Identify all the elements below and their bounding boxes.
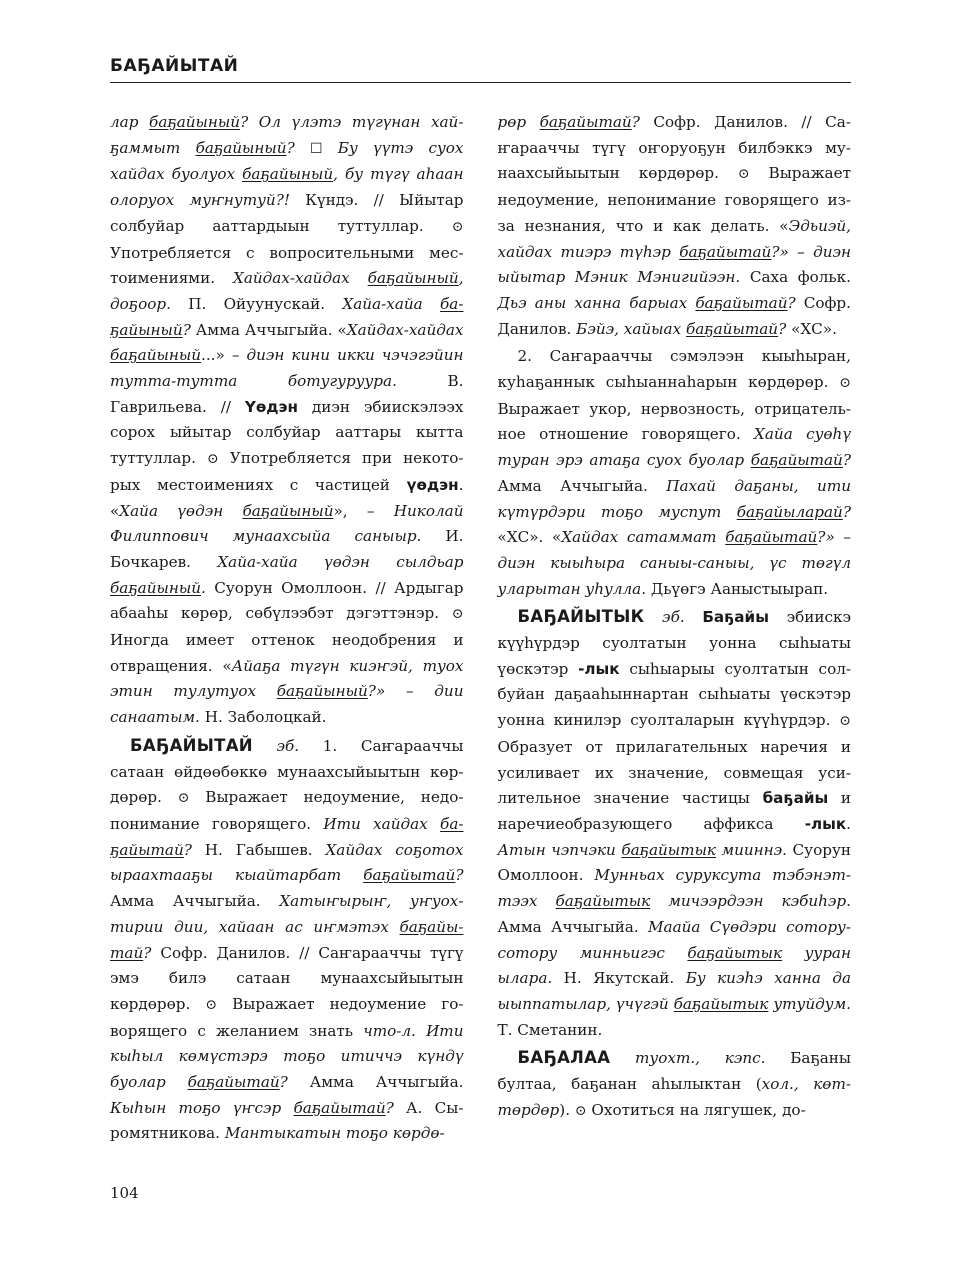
bold-term: -лык: [578, 659, 620, 678]
text-run: Употребляется с вопросительными местоимениями.: [110, 243, 464, 288]
text-run: ⊙: [205, 996, 218, 1013]
text-run: Күндэ. // Ыйытар солбуйар ааттардыын туттуллар.: [110, 191, 464, 235]
italic-text: Эдьиэй, хайдах тиэрэ түһэр: [497, 216, 851, 261]
italic-text: Хайа суөһү туран эрэ атаҕа суох буолар: [497, 425, 851, 470]
text-run: ...» –: [201, 346, 247, 365]
italic-text: ?: [842, 451, 851, 470]
italic-text: , бу түгү аһаан олоруох муҥнутуй?!: [110, 165, 464, 210]
italic-text: диэн кыыһыра саныы-саныы, үс төгүл уларытан уһулла.: [497, 553, 851, 598]
example-word: баҕайытай: [539, 113, 632, 131]
text-run: Амма Аччыгыйа.: [497, 476, 667, 495]
example-word: баҕайытай: [187, 1073, 280, 1092]
italic-text: Айаҕа түгүн киэҥэй, туох этин тулутуох: [110, 656, 464, 701]
text-run: Суорун Омоллоон. // Ардыгар абааһы көрөр, сөбүлээбэт дэгэттэнэр.: [110, 578, 464, 623]
entry-continuation: [110, 110, 464, 731]
text-run: диэн эбиискэлээх сорох ыйытар солбуйар ааттары кытта туттуллар.: [110, 397, 464, 468]
text-run: А. Сыромятникова.: [110, 1098, 464, 1143]
page-number: 104: [110, 1184, 139, 1202]
text-run: ⊙: [737, 166, 750, 183]
italic-text: туохт., кэпс.: [610, 1049, 791, 1068]
example-word: баҕайытай: [110, 917, 464, 962]
example-word: баҕайыный: [110, 578, 202, 597]
text-run: Т. Сметанин.: [497, 1020, 603, 1039]
text-run: Софр. Данилов. // Саҥарааччы түгү эмэ билэ сатаан мунаахсыйыытын көрдөрөр.: [110, 943, 464, 1013]
text-run: Образует от прилагательных наречия и усиливает их значение, совмещая усилительное значение частицы: [497, 737, 851, 808]
italic-text: Пахай даҕаны, ити күтүрдэри тоҕо муспут: [497, 476, 852, 521]
example-word: баҕайыный: [276, 682, 368, 701]
text-run: ⊙: [451, 606, 464, 623]
italic-text: ?: [143, 943, 161, 962]
italic-text: лар: [110, 113, 150, 131]
italic-text: Хайа үөдэн: [119, 501, 243, 520]
example-word: баҕайытык: [621, 840, 717, 859]
text-run: Н. Заболоцкай.: [204, 708, 327, 727]
text-run: Выражает недоумение, непонимание говорящего из-за незнания, что и как делать. «: [497, 164, 851, 235]
text-run: Баҕаны бултаа, баҕанан аһылыктан (: [497, 1049, 851, 1094]
example-word: баҕайыларай: [736, 502, 843, 521]
italic-text: ?: [279, 1073, 310, 1092]
text-run: П. Ойуунускай.: [188, 294, 343, 313]
bold-term: үөдэн: [406, 475, 459, 494]
example-word: баҕайытай: [750, 451, 843, 470]
entry-bagaiytyk: [498, 604, 852, 1043]
text-run: . «: [110, 475, 464, 520]
example-word: баҕайыный: [242, 165, 334, 184]
italic-text: эб.: [252, 736, 323, 755]
italic-text: Хатыҥырыҥ, уҥуохтирии дии, хайаан ас иҥмэтэх: [110, 892, 464, 936]
text-run: ⊙: [177, 790, 190, 807]
dictionary-columns: [110, 110, 851, 1170]
text-run: 2. Саҥарааччы сэмэлээн кыыһыран, куһаҕаннык сыһыаннаһарын көрдөрөр.: [497, 347, 851, 392]
text-run: .: [846, 814, 851, 833]
italic-text: Мунньах суруксута тэбэнэттээх: [497, 866, 851, 911]
text-run: Употребляется при некоторых местоимениях с частицей: [110, 449, 464, 494]
text-run: В. Гаврильева. //: [110, 372, 464, 416]
text-run: сыһыарыы суолтатын солбуйан даҕааһыннартан сыһыаты үөскэтэр уонна кинилэр суолталарын күүһүрдэр.: [497, 659, 851, 730]
italic-text: утуйдум.: [768, 994, 851, 1013]
italic-text: ?: [842, 502, 851, 521]
text-run: ⊙: [207, 451, 219, 468]
text-run: ☐: [309, 140, 323, 157]
italic-text: ?: [183, 840, 205, 859]
text-run: », –: [333, 501, 394, 520]
italic-text: ?: [778, 319, 792, 338]
example-word: баҕайыный: [110, 346, 202, 365]
entry-bagaiytai-cont: [498, 110, 852, 342]
text-run: Амма Аччыгыйа.: [309, 1073, 464, 1092]
italic-text: мииннэ.: [716, 840, 793, 859]
italic-text: рөр: [497, 113, 540, 131]
example-word: баҕайытай: [293, 1098, 386, 1117]
bold-term: баҕайы: [762, 789, 829, 808]
italic-text: Бу үүтэ суох хайдах буолуох: [110, 138, 464, 184]
text-run: Н. Габышев.: [204, 840, 326, 859]
text-run: Амма Аччыгыйа.: [110, 892, 280, 911]
italic-text: ?» –: [367, 682, 435, 701]
headword: БАҔАЙЫТЫК: [517, 607, 645, 627]
italic-text: диэн ыйытар Мэник Мэнигийээн.: [497, 242, 851, 287]
right-column: [498, 110, 852, 1170]
example-word: баҕайытык: [687, 943, 783, 962]
headword: БАҔАЛАА: [517, 1048, 611, 1068]
italic-text: Хайдах-хайдах: [233, 269, 368, 288]
example-word: баҕайытай: [363, 866, 456, 885]
text-run: Иногда имеет оттенок неодобрения и отвращения. «: [110, 631, 464, 675]
text-run: И. Бочкарев.: [110, 527, 464, 571]
text-run: Амма Аччыгыйа.: [497, 917, 648, 936]
italic-text: ууран ылара.: [497, 943, 851, 988]
text-run: ).: [559, 1100, 575, 1119]
entry-bagalaa: [498, 1045, 852, 1124]
text-run: «ХС».: [791, 319, 837, 338]
example-word: баҕайыный: [367, 269, 459, 288]
italic-text: ?: [455, 866, 464, 885]
italic-text: диэн кини икки чэчэгэйин тутта-тутта ботугуруура.: [110, 346, 464, 391]
italic-text: Хайдах сатаммат: [561, 528, 726, 547]
text-run: Дьүөгэ Ааныстыырап.: [650, 579, 829, 598]
italic-text: эб.: [644, 608, 703, 627]
example-word: баҕайыный: [242, 501, 334, 520]
italic-text: Кыһын тоҕо үҥсэр: [110, 1098, 294, 1117]
italic-text: Николай Филиппович мунаахсыйа саныыр.: [110, 501, 464, 546]
italic-text: ?: [286, 138, 310, 157]
text-run: Выражает недоумение, недопонимание говорящего.: [110, 788, 464, 833]
text-run: Н. Якутскай.: [563, 969, 686, 988]
italic-text: ?» –: [771, 242, 814, 261]
italic-text: Ити хайдах: [323, 814, 441, 833]
italic-text: , доҕоор.: [110, 269, 464, 313]
example-word: баҕайытай: [695, 293, 788, 312]
text-run: ⊙: [839, 375, 851, 392]
text-run: ⊙: [574, 1102, 587, 1119]
italic-text: Хайдах-хайдах: [346, 320, 464, 339]
left-column: [110, 110, 464, 1170]
headword: БАҔАЙЫТАЙ: [130, 735, 253, 755]
italic-text: ?: [385, 1098, 407, 1117]
example-word: баҕайытык: [673, 994, 769, 1013]
italic-text: Дьэ аны ханна барыах: [497, 293, 696, 312]
text-run: Суорун Омоллоон.: [497, 840, 851, 885]
entry-bagaiytai: [110, 733, 464, 1147]
running-head: БАҔАЙЫТАЙ: [110, 56, 851, 83]
text-run: и наречиеобразующего аффикса: [497, 789, 851, 833]
bold-term: -лык: [804, 814, 847, 833]
italic-text: Маайа Сүөдэри сотору-сотору минньигэс: [497, 917, 851, 962]
text-run: Охотиться на лягушек, до-: [586, 1100, 806, 1119]
italic-text: ?» –: [817, 528, 851, 547]
example-word: баҕайыный: [149, 113, 241, 131]
example-word: баҕайыный: [195, 138, 287, 157]
text-run: Амма Аччыгыйа. «: [195, 320, 347, 339]
italic-text: Бу киэһэ ханна да ыыппатылар, үчүгэй: [497, 969, 851, 1013]
italic-text: мичээрдээн кэбиһэр.: [650, 892, 851, 911]
text-run: Софр. Данилов.: [497, 293, 851, 338]
text-run: ⊙: [451, 218, 464, 235]
example-word: баҕайытай: [110, 814, 464, 859]
text-run: Саха фольк.: [749, 268, 851, 287]
text-run: Выражает укор, нервозность, отрицательное отношение говорящего.: [497, 399, 851, 444]
italic-text: ?: [631, 113, 654, 131]
italic-text: Хайа-хайа үөдэн сылдьар: [217, 552, 464, 571]
text-run: эбиискэ күүһүрдэр суолтатын уонна сыһыаты үөскэтэр: [497, 608, 851, 678]
text-run: ⊙: [839, 713, 851, 730]
italic-text: дии санаатым.: [110, 682, 464, 727]
text-run: Выражает недоумение говорящего с желанием знать: [110, 994, 464, 1040]
bold-term: Баҕайы: [702, 608, 769, 627]
italic-text: .: [201, 578, 215, 597]
italic-text: Мантыкатын тоҕо көрдө-: [224, 1124, 445, 1143]
example-word: баҕайытык: [555, 892, 651, 911]
italic-text: хол., көттөрдөр: [497, 1075, 851, 1119]
example-word: баҕайыный: [110, 294, 464, 339]
italic-text: ?: [787, 293, 804, 312]
italic-text: Хайдах соҕотох ыраахтааҕы кыайтарбат: [110, 840, 464, 885]
entry-bagaiytai-sense-2: [498, 344, 852, 602]
text-run: 1. Саҥарааччы сатаан өйдөөбөккө мунаахсыйыытын көрдөрөр.: [110, 736, 464, 807]
italic-text: ? Ол үлэтэ түгүнан хайҕаммыт: [110, 113, 464, 157]
text-run: «ХС». «: [497, 528, 562, 547]
example-word: баҕайытай: [685, 319, 779, 338]
example-word: баҕайытай: [725, 528, 818, 547]
italic-text: Атын чэпчэки: [497, 840, 622, 859]
italic-text: Хайа-хайа: [342, 294, 441, 313]
example-word: баҕайытай: [679, 242, 772, 261]
bold-term: Үөдэн: [244, 397, 299, 416]
italic-text: Ити кыһыл көмүстэрэ тоҕо итиччэ күндү буолар: [110, 1021, 464, 1092]
italic-text: Бэйэ, хайыах: [576, 319, 686, 338]
text-run: Софр. Данилов. // Саҥарааччы түгү оҥоруоҕун билбэккэ мунаахсыйыытын көрдөрөр.: [497, 113, 851, 183]
italic-text: что-л.: [363, 1021, 427, 1040]
italic-text: ?: [182, 320, 196, 339]
